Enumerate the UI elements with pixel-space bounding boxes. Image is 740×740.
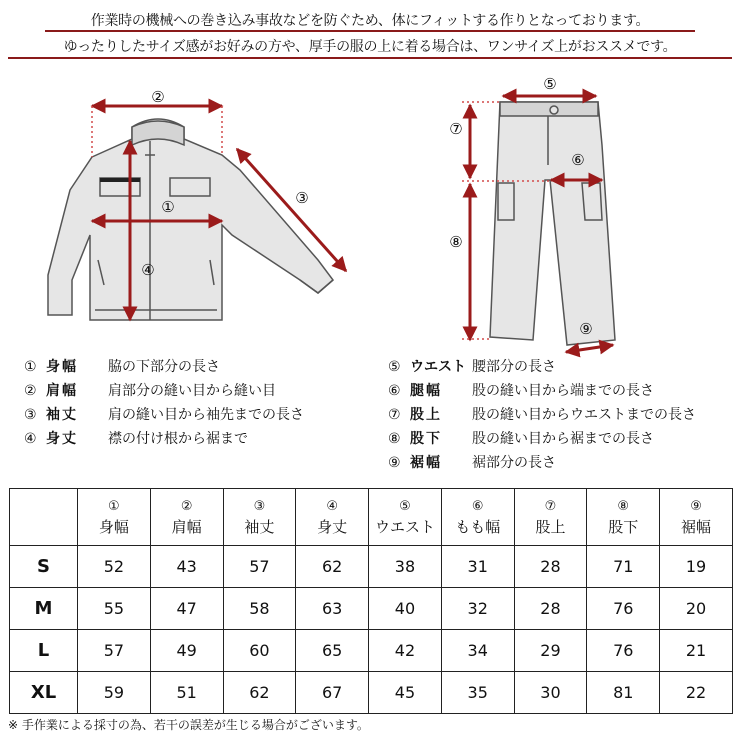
table-cell: 40 xyxy=(369,588,442,630)
marker-5: ⑤ xyxy=(543,75,557,93)
table-cell: 22 xyxy=(660,672,733,714)
table-cell: 62 xyxy=(296,546,369,588)
table-cell: 58 xyxy=(223,588,296,630)
notice-underline-1 xyxy=(45,30,695,32)
marker-7: ⑦ xyxy=(449,120,463,138)
legend-label: 身幅 xyxy=(46,359,78,375)
table-cell: 28 xyxy=(514,588,587,630)
jacket-legend xyxy=(24,355,304,451)
table-row xyxy=(10,672,733,714)
legend-item xyxy=(388,379,696,403)
column-header: ⑧ 股下 xyxy=(587,489,660,546)
table-row xyxy=(10,546,733,588)
size-table xyxy=(9,488,733,714)
table-cell: 38 xyxy=(369,546,442,588)
table-cell: 29 xyxy=(514,630,587,672)
marker-3: ③ xyxy=(295,189,309,207)
legend-label: 腿幅 xyxy=(410,383,442,399)
legend-item xyxy=(24,403,304,427)
marker-9: ⑨ xyxy=(579,320,593,338)
legend-item xyxy=(388,403,696,427)
notice-underline-2 xyxy=(8,57,732,59)
legend-desc: 肩の縫い目から袖先までの長さ xyxy=(108,407,304,423)
column-header: ③ 袖丈 xyxy=(223,489,296,546)
legend-desc: 襟の付け根から裾まで xyxy=(108,431,248,447)
table-cell: 57 xyxy=(78,630,151,672)
column-header: ② 肩幅 xyxy=(150,489,223,546)
table-cell: 30 xyxy=(514,672,587,714)
legend-item xyxy=(388,355,696,379)
legend-label: 股上 xyxy=(410,407,442,423)
marker-1: ① xyxy=(161,198,175,216)
column-header: ④ 身丈 xyxy=(296,489,369,546)
table-cell: 55 xyxy=(78,588,151,630)
table-cell: 34 xyxy=(441,630,514,672)
pants-illustration xyxy=(490,102,615,345)
notice-line-2: ゆったりしたサイズ感がお好みの方や、厚手の服の上に着る場合は、ワンサイズ上がおススメです。 xyxy=(63,39,677,55)
table-cell: 42 xyxy=(369,630,442,672)
table-cell: 60 xyxy=(223,630,296,672)
garment-measurement-diagram xyxy=(0,75,740,365)
table-cell: 20 xyxy=(660,588,733,630)
legend-label: ウエスト xyxy=(410,359,466,375)
table-header-row xyxy=(10,489,733,546)
marker-2: ② xyxy=(151,88,165,106)
table-cell: 21 xyxy=(660,630,733,672)
notice-line-1: 作業時の機械への巻き込み事故などを防ぐため、体にフィットする作りとなっております。 xyxy=(90,13,650,29)
size-label: M xyxy=(10,588,78,630)
table-cell: 31 xyxy=(441,546,514,588)
size-label: XL xyxy=(10,672,78,714)
legend-num: ⑤ xyxy=(388,359,401,375)
table-cell: 63 xyxy=(296,588,369,630)
table-cell: 62 xyxy=(223,672,296,714)
footnote: ※ 手作業による採寸の為、若干の誤差が生じる場合がございます。 xyxy=(8,718,369,732)
table-cell: 28 xyxy=(514,546,587,588)
table-row xyxy=(10,588,733,630)
table-cell: 49 xyxy=(150,630,223,672)
legend-desc: 股の縫い目からウエストまでの長さ xyxy=(472,407,696,423)
column-header: ① 身幅 xyxy=(78,489,151,546)
table-cell: 32 xyxy=(441,588,514,630)
table-cell: 57 xyxy=(223,546,296,588)
column-header: ⑤ ウエスト xyxy=(369,489,442,546)
table-cell: 45 xyxy=(369,672,442,714)
legend-desc: 肩部分の縫い目から縫い目 xyxy=(108,383,276,399)
legend-item xyxy=(388,427,696,451)
table-cell: 76 xyxy=(587,588,660,630)
legend-label: 身丈 xyxy=(46,431,78,447)
legend-item xyxy=(24,379,304,403)
size-label: S xyxy=(10,546,78,588)
table-cell: 59 xyxy=(78,672,151,714)
table-cell: 65 xyxy=(296,630,369,672)
table-cell: 35 xyxy=(441,672,514,714)
legend-desc: 裾部分の長さ xyxy=(472,455,556,471)
legend-desc: 股の縫い目から裾までの長さ xyxy=(472,431,654,447)
column-header: ⑨ 裾幅 xyxy=(660,489,733,546)
legend-num: ① xyxy=(24,359,37,375)
table-cell: 81 xyxy=(587,672,660,714)
legend-item xyxy=(24,427,304,451)
table-cell: 52 xyxy=(78,546,151,588)
column-header: ⑦ 股上 xyxy=(514,489,587,546)
table-corner-cell xyxy=(10,489,78,546)
legend-num: ⑦ xyxy=(388,407,401,423)
table-cell: 19 xyxy=(660,546,733,588)
table-cell: 51 xyxy=(150,672,223,714)
legend-num: ③ xyxy=(24,407,37,423)
table-cell: 71 xyxy=(587,546,660,588)
legend-num: ⑧ xyxy=(388,431,401,447)
legend-item xyxy=(388,451,696,475)
marker-4: ④ xyxy=(141,261,155,279)
legend-num: ④ xyxy=(24,431,37,447)
legend-desc: 股の縫い目から端までの長さ xyxy=(472,383,654,399)
legend-num: ② xyxy=(24,383,37,399)
table-cell: 47 xyxy=(150,588,223,630)
marker-6: ⑥ xyxy=(571,151,585,169)
pants-legend xyxy=(388,355,696,475)
legend-label: 裾幅 xyxy=(410,455,442,471)
size-label: L xyxy=(10,630,78,672)
legend-item xyxy=(24,355,304,379)
legend-label: 股下 xyxy=(410,431,442,447)
legend-num: ⑥ xyxy=(388,383,401,399)
table-cell: 43 xyxy=(150,546,223,588)
table-row xyxy=(10,630,733,672)
legend-label: 肩幅 xyxy=(46,383,78,399)
legend-num: ⑨ xyxy=(388,455,401,471)
legend-desc: 腰部分の長さ xyxy=(472,359,556,375)
table-cell: 76 xyxy=(587,630,660,672)
marker-8: ⑧ xyxy=(449,233,463,251)
legend-label: 袖丈 xyxy=(46,407,78,423)
column-header: ⑥ もも幅 xyxy=(441,489,514,546)
legend-desc: 脇の下部分の長さ xyxy=(108,359,220,375)
table-cell: 67 xyxy=(296,672,369,714)
